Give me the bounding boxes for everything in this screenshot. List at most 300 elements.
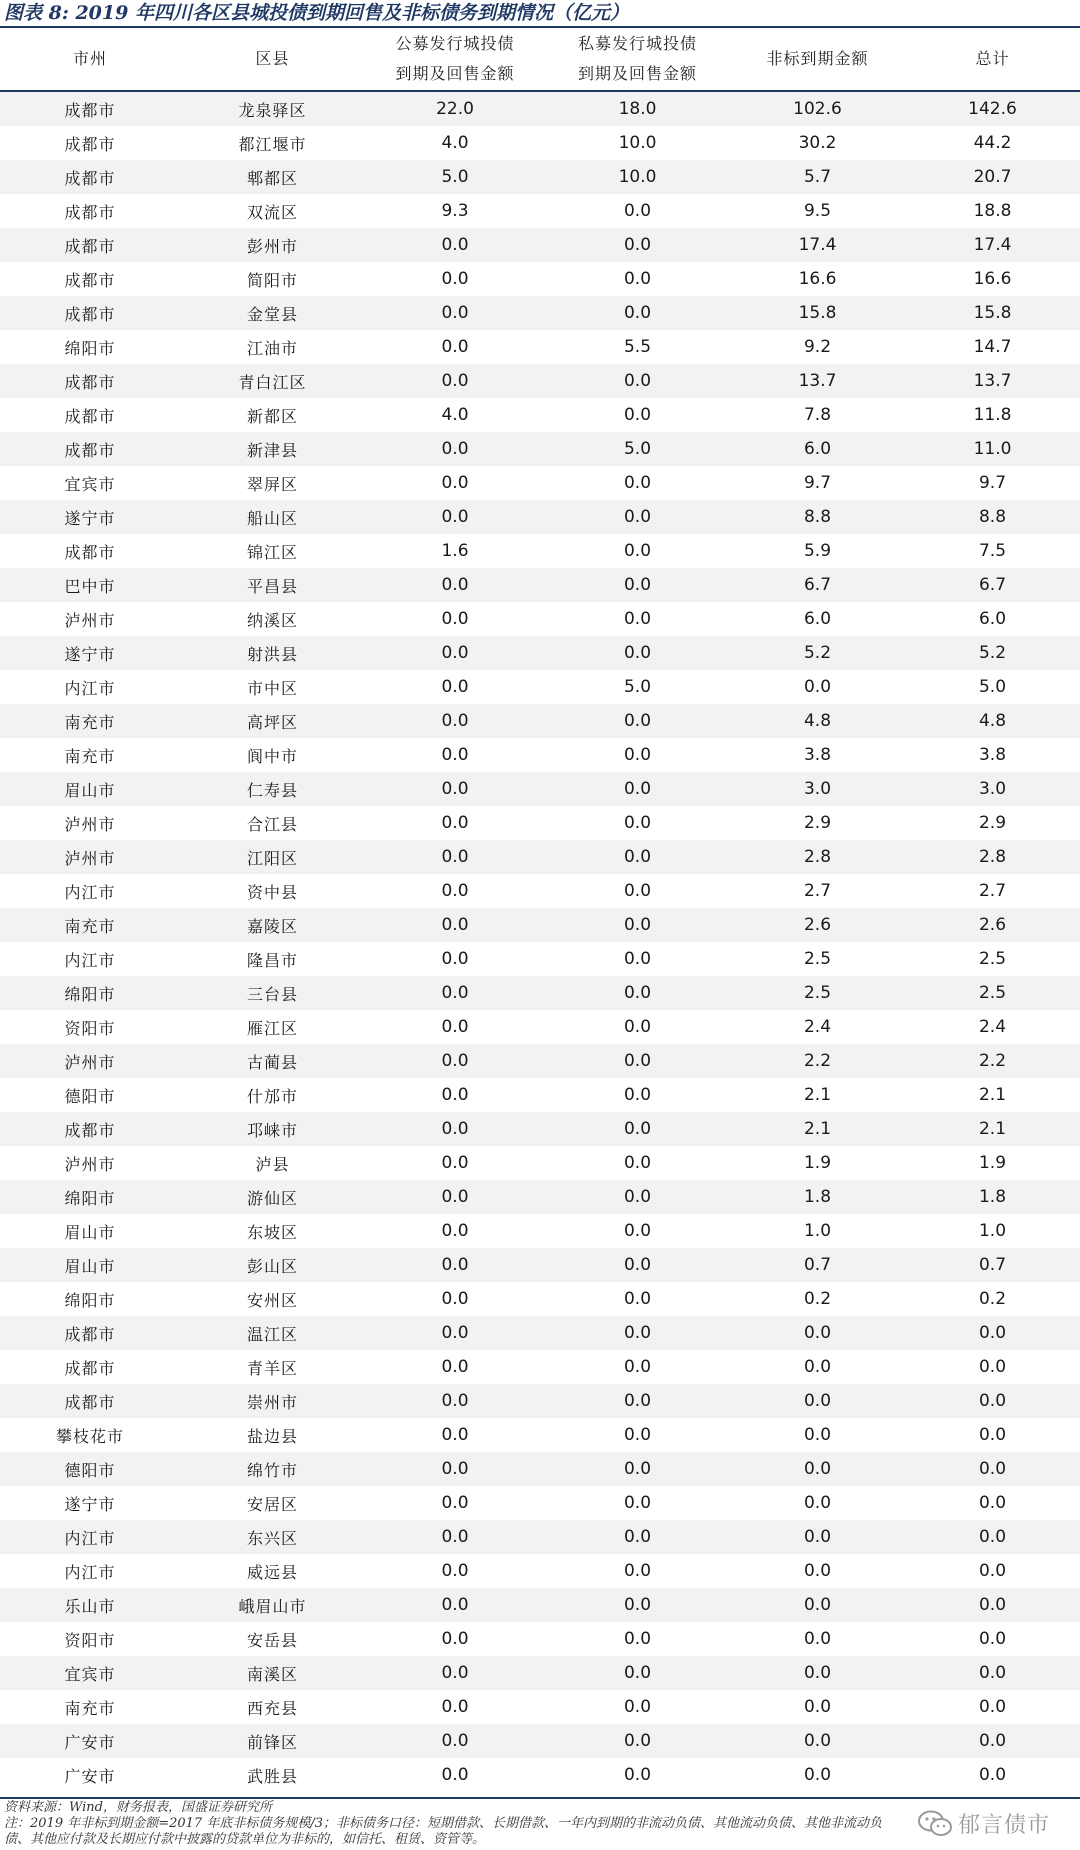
total-cell: 6.7	[905, 568, 1080, 602]
district-cell: 温江区	[180, 1316, 365, 1350]
district-cell: 龙泉驿区	[180, 91, 365, 126]
private-bond-cell: 0.0	[545, 1452, 730, 1486]
nonstandard-cell: 4.8	[730, 704, 905, 738]
nonstandard-cell: 0.0	[730, 1418, 905, 1452]
nonstandard-cell: 3.0	[730, 772, 905, 806]
total-cell: 3.0	[905, 772, 1080, 806]
city-cell: 成都市	[0, 1384, 180, 1418]
city-cell: 南充市	[0, 704, 180, 738]
table-row	[0, 1112, 1080, 1146]
private-bond-cell: 0.0	[545, 500, 730, 534]
public-bond-cell: 0.0	[365, 466, 545, 500]
city-cell: 南充市	[0, 908, 180, 942]
total-cell: 11.8	[905, 398, 1080, 432]
public-bond-cell: 0.0	[365, 1078, 545, 1112]
public-bond-cell: 0.0	[365, 670, 545, 704]
nonstandard-cell: 0.2	[730, 1282, 905, 1316]
city-cell: 成都市	[0, 364, 180, 398]
public-bond-cell: 0.0	[365, 1724, 545, 1758]
private-bond-cell: 0.0	[545, 1316, 730, 1350]
district-cell: 彭山区	[180, 1248, 365, 1282]
private-bond-cell: 0.0	[545, 1588, 730, 1622]
total-cell: 2.2	[905, 1044, 1080, 1078]
total-cell: 0.0	[905, 1622, 1080, 1656]
public-bond-cell: 0.0	[365, 602, 545, 636]
city-cell: 德阳市	[0, 1452, 180, 1486]
header-nonstandard	[730, 28, 905, 91]
private-bond-cell: 10.0	[545, 160, 730, 194]
total-cell: 2.1	[905, 1078, 1080, 1112]
table-row	[0, 602, 1080, 636]
public-bond-cell: 0.0	[365, 874, 545, 908]
total-cell: 0.0	[905, 1758, 1080, 1792]
public-bond-cell: 0.0	[365, 1622, 545, 1656]
nonstandard-cell: 9.7	[730, 466, 905, 500]
city-cell: 绵阳市	[0, 1282, 180, 1316]
public-bond-cell: 0.0	[365, 1282, 545, 1316]
nonstandard-cell: 7.8	[730, 398, 905, 432]
city-cell: 巴中市	[0, 568, 180, 602]
nonstandard-cell: 16.6	[730, 262, 905, 296]
nonstandard-cell: 8.8	[730, 500, 905, 534]
city-cell: 泸州市	[0, 1146, 180, 1180]
private-bond-cell: 0.0	[545, 1690, 730, 1724]
private-bond-cell: 0.0	[545, 364, 730, 398]
private-bond-cell: 0.0	[545, 636, 730, 670]
city-cell: 绵阳市	[0, 1180, 180, 1214]
figure-title: 图表 8: 2019 年四川各区县城投债到期回售及非标债务到期情况（亿元）	[4, 2, 629, 24]
private-bond-cell: 0.0	[545, 194, 730, 228]
private-bond-cell: 0.0	[545, 1010, 730, 1044]
watermark-text: 郁言债市	[957, 1813, 1050, 1838]
district-cell: 嘉陵区	[180, 908, 365, 942]
table-row	[0, 330, 1080, 364]
city-cell: 泸州市	[0, 602, 180, 636]
bond-maturity-table	[0, 28, 1080, 1792]
total-cell: 0.0	[905, 1384, 1080, 1418]
public-bond-cell: 0.0	[365, 636, 545, 670]
table-row	[0, 840, 1080, 874]
header-nonstandard-label: 非标到期金额	[766, 49, 869, 68]
source-note: 资料来源：Wind，财务报表，国盛证券研究所	[4, 1800, 272, 1815]
city-cell: 遂宁市	[0, 500, 180, 534]
city-cell: 南充市	[0, 1690, 180, 1724]
district-cell: 安岳县	[180, 1622, 365, 1656]
private-bond-cell: 0.0	[545, 1180, 730, 1214]
city-cell: 广安市	[0, 1724, 180, 1758]
district-cell: 郫都区	[180, 160, 365, 194]
city-cell: 成都市	[0, 160, 180, 194]
total-cell: 0.0	[905, 1656, 1080, 1690]
city-cell: 宜宾市	[0, 466, 180, 500]
private-bond-cell: 0.0	[545, 1112, 730, 1146]
nonstandard-cell: 0.0	[730, 1690, 905, 1724]
table-row	[0, 1520, 1080, 1554]
nonstandard-cell: 0.0	[730, 1520, 905, 1554]
table-row	[0, 738, 1080, 772]
total-cell: 16.6	[905, 262, 1080, 296]
nonstandard-cell: 15.8	[730, 296, 905, 330]
city-cell: 成都市	[0, 534, 180, 568]
public-bond-cell: 4.0	[365, 398, 545, 432]
public-bond-cell: 22.0	[365, 91, 545, 126]
city-cell: 成都市	[0, 398, 180, 432]
private-bond-cell: 0.0	[545, 1418, 730, 1452]
total-cell: 15.8	[905, 296, 1080, 330]
table-row	[0, 1690, 1080, 1724]
table-row	[0, 636, 1080, 670]
district-cell: 双流区	[180, 194, 365, 228]
district-cell: 什邡市	[180, 1078, 365, 1112]
public-bond-cell: 0.0	[365, 1452, 545, 1486]
district-cell: 南溪区	[180, 1656, 365, 1690]
total-cell: 5.2	[905, 636, 1080, 670]
total-cell: 20.7	[905, 160, 1080, 194]
district-cell: 青羊区	[180, 1350, 365, 1384]
city-cell: 乐山市	[0, 1588, 180, 1622]
nonstandard-cell: 0.0	[730, 1656, 905, 1690]
private-bond-cell: 0.0	[545, 1724, 730, 1758]
total-cell: 9.7	[905, 466, 1080, 500]
private-bond-cell: 0.0	[545, 1078, 730, 1112]
district-cell: 青白江区	[180, 364, 365, 398]
district-cell: 古蔺县	[180, 1044, 365, 1078]
table-row	[0, 500, 1080, 534]
total-cell: 0.0	[905, 1316, 1080, 1350]
city-cell: 成都市	[0, 262, 180, 296]
district-cell: 峨眉山市	[180, 1588, 365, 1622]
public-bond-cell: 0.0	[365, 1656, 545, 1690]
public-bond-cell: 0.0	[365, 262, 545, 296]
nonstandard-cell: 13.7	[730, 364, 905, 398]
district-cell: 绵竹市	[180, 1452, 365, 1486]
definition-note-line1: 注：2019 年非标到期金额=2017 年底非标债务规模/3；非标债务口径：短期借款、长期借款、一年内到期的非流动负债、其他流动负债、其他非流动负	[4, 1816, 882, 1831]
district-cell: 平昌县	[180, 568, 365, 602]
table-row	[0, 1044, 1080, 1078]
private-bond-cell: 0.0	[545, 806, 730, 840]
table-row	[0, 874, 1080, 908]
private-bond-cell: 0.0	[545, 1214, 730, 1248]
header-private-line2: 到期及回售金额	[577, 64, 697, 83]
private-bond-cell: 5.0	[545, 432, 730, 466]
public-bond-cell: 0.0	[365, 1486, 545, 1520]
total-cell: 0.2	[905, 1282, 1080, 1316]
table-row	[0, 1656, 1080, 1690]
nonstandard-cell: 0.0	[730, 1724, 905, 1758]
total-cell: 2.1	[905, 1112, 1080, 1146]
table-row	[0, 262, 1080, 296]
public-bond-cell: 9.3	[365, 194, 545, 228]
public-bond-cell: 0.0	[365, 942, 545, 976]
city-cell: 眉山市	[0, 772, 180, 806]
nonstandard-cell: 2.5	[730, 976, 905, 1010]
district-cell: 资中县	[180, 874, 365, 908]
city-cell: 内江市	[0, 874, 180, 908]
nonstandard-cell: 9.5	[730, 194, 905, 228]
header-public-bond	[365, 28, 545, 91]
district-cell: 崇州市	[180, 1384, 365, 1418]
total-cell: 4.8	[905, 704, 1080, 738]
public-bond-cell: 5.0	[365, 160, 545, 194]
private-bond-cell: 0.0	[545, 772, 730, 806]
private-bond-cell: 0.0	[545, 840, 730, 874]
district-cell: 东兴区	[180, 1520, 365, 1554]
city-cell: 资阳市	[0, 1622, 180, 1656]
total-cell: 17.4	[905, 228, 1080, 262]
district-cell: 江阳区	[180, 840, 365, 874]
public-bond-cell: 0.0	[365, 1588, 545, 1622]
table-row	[0, 194, 1080, 228]
public-bond-cell: 0.0	[365, 1520, 545, 1554]
nonstandard-cell: 2.9	[730, 806, 905, 840]
city-cell: 泸州市	[0, 840, 180, 874]
public-bond-cell: 0.0	[365, 228, 545, 262]
header-row	[0, 28, 1080, 91]
nonstandard-cell: 0.0	[730, 1554, 905, 1588]
private-bond-cell: 5.5	[545, 330, 730, 364]
city-cell: 宜宾市	[0, 1656, 180, 1690]
nonstandard-cell: 0.0	[730, 1316, 905, 1350]
nonstandard-cell: 0.0	[730, 1384, 905, 1418]
city-cell: 泸州市	[0, 806, 180, 840]
city-cell: 遂宁市	[0, 636, 180, 670]
private-bond-cell: 0.0	[545, 738, 730, 772]
private-bond-cell: 0.0	[545, 874, 730, 908]
total-cell: 0.0	[905, 1520, 1080, 1554]
city-cell: 德阳市	[0, 1078, 180, 1112]
city-cell: 眉山市	[0, 1248, 180, 1282]
private-bond-cell: 0.0	[545, 602, 730, 636]
header-private-line1: 私募发行城投债	[577, 34, 697, 53]
total-cell: 0.0	[905, 1554, 1080, 1588]
total-cell: 5.0	[905, 670, 1080, 704]
district-cell: 盐边县	[180, 1418, 365, 1452]
public-bond-cell: 0.0	[365, 840, 545, 874]
public-bond-cell: 0.0	[365, 1010, 545, 1044]
table-row	[0, 1622, 1080, 1656]
public-bond-cell: 0.0	[365, 1112, 545, 1146]
public-bond-cell: 0.0	[365, 806, 545, 840]
nonstandard-cell: 2.8	[730, 840, 905, 874]
city-cell: 资阳市	[0, 1010, 180, 1044]
district-cell: 都江堰市	[180, 126, 365, 160]
nonstandard-cell: 2.2	[730, 1044, 905, 1078]
district-cell: 彭州市	[180, 228, 365, 262]
public-bond-cell: 0.0	[365, 1690, 545, 1724]
private-bond-cell: 0.0	[545, 1656, 730, 1690]
table-header	[0, 28, 1080, 91]
public-bond-cell: 0.0	[365, 1044, 545, 1078]
city-cell: 成都市	[0, 296, 180, 330]
header-total-label: 总计	[975, 49, 1010, 68]
nonstandard-cell: 0.0	[730, 1758, 905, 1792]
total-cell: 0.0	[905, 1350, 1080, 1384]
district-cell: 合江县	[180, 806, 365, 840]
definition-note-line2: 债、其他应付款及长期应付款中披露的贷款单位为非标的，如信托、租赁、资管等。	[4, 1832, 486, 1847]
private-bond-cell: 0.0	[545, 534, 730, 568]
nonstandard-cell: 1.8	[730, 1180, 905, 1214]
public-bond-cell: 0.0	[365, 908, 545, 942]
total-cell: 2.4	[905, 1010, 1080, 1044]
nonstandard-cell: 5.9	[730, 534, 905, 568]
city-cell: 内江市	[0, 670, 180, 704]
table-row	[0, 806, 1080, 840]
public-bond-cell: 0.0	[365, 1248, 545, 1282]
private-bond-cell: 0.0	[545, 1554, 730, 1588]
public-bond-cell: 0.0	[365, 364, 545, 398]
district-cell: 三台县	[180, 976, 365, 1010]
city-cell: 成都市	[0, 1112, 180, 1146]
total-cell: 0.0	[905, 1452, 1080, 1486]
public-bond-cell: 0.0	[365, 1758, 545, 1792]
nonstandard-cell: 2.5	[730, 942, 905, 976]
header-district	[180, 28, 365, 91]
district-cell: 翠屏区	[180, 466, 365, 500]
nonstandard-cell: 3.8	[730, 738, 905, 772]
header-public-line2: 到期及回售金额	[395, 64, 515, 83]
public-bond-cell: 4.0	[365, 126, 545, 160]
public-bond-cell: 0.0	[365, 1384, 545, 1418]
district-cell: 高坪区	[180, 704, 365, 738]
city-cell: 内江市	[0, 1554, 180, 1588]
header-city	[0, 28, 180, 91]
nonstandard-cell: 2.6	[730, 908, 905, 942]
private-bond-cell: 0.0	[545, 976, 730, 1010]
city-cell: 成都市	[0, 1350, 180, 1384]
city-cell: 成都市	[0, 126, 180, 160]
public-bond-cell: 0.0	[365, 500, 545, 534]
public-bond-cell: 0.0	[365, 330, 545, 364]
nonstandard-cell: 2.4	[730, 1010, 905, 1044]
table-row	[0, 772, 1080, 806]
city-cell: 眉山市	[0, 1214, 180, 1248]
nonstandard-cell: 0.0	[730, 1486, 905, 1520]
city-cell: 内江市	[0, 1520, 180, 1554]
private-bond-cell: 0.0	[545, 1350, 730, 1384]
total-cell: 0.0	[905, 1418, 1080, 1452]
nonstandard-cell: 102.6	[730, 91, 905, 126]
total-cell: 7.5	[905, 534, 1080, 568]
city-cell: 成都市	[0, 91, 180, 126]
total-cell: 2.5	[905, 942, 1080, 976]
total-cell: 44.2	[905, 126, 1080, 160]
table-row	[0, 1588, 1080, 1622]
private-bond-cell: 0.0	[545, 908, 730, 942]
city-cell: 广安市	[0, 1758, 180, 1792]
table-row	[0, 1010, 1080, 1044]
table-row	[0, 670, 1080, 704]
district-cell: 新津县	[180, 432, 365, 466]
total-cell: 11.0	[905, 432, 1080, 466]
table-row	[0, 228, 1080, 262]
district-cell: 威远县	[180, 1554, 365, 1588]
district-cell: 雁江区	[180, 1010, 365, 1044]
private-bond-cell: 0.0	[545, 1486, 730, 1520]
wechat-icon	[918, 1810, 952, 1838]
table-row	[0, 1452, 1080, 1486]
table-row	[0, 126, 1080, 160]
private-bond-cell: 0.0	[545, 942, 730, 976]
city-cell: 内江市	[0, 942, 180, 976]
total-cell: 13.7	[905, 364, 1080, 398]
table-row	[0, 398, 1080, 432]
public-bond-cell: 0.0	[365, 976, 545, 1010]
table-row	[0, 160, 1080, 194]
district-cell: 市中区	[180, 670, 365, 704]
private-bond-cell: 0.0	[545, 1248, 730, 1282]
nonstandard-cell: 5.7	[730, 160, 905, 194]
public-bond-cell: 0.0	[365, 1418, 545, 1452]
public-bond-cell: 0.0	[365, 568, 545, 602]
table-row	[0, 1758, 1080, 1792]
table-row	[0, 1418, 1080, 1452]
public-bond-cell: 0.0	[365, 1350, 545, 1384]
total-cell: 6.0	[905, 602, 1080, 636]
public-bond-cell: 0.0	[365, 432, 545, 466]
private-bond-cell: 0.0	[545, 1044, 730, 1078]
total-cell: 1.0	[905, 1214, 1080, 1248]
private-bond-cell: 5.0	[545, 670, 730, 704]
total-cell: 2.7	[905, 874, 1080, 908]
private-bond-cell: 0.0	[545, 466, 730, 500]
nonstandard-cell: 5.2	[730, 636, 905, 670]
district-cell: 锦江区	[180, 534, 365, 568]
public-bond-cell: 0.0	[365, 296, 545, 330]
total-cell: 18.8	[905, 194, 1080, 228]
total-cell: 142.6	[905, 91, 1080, 126]
nonstandard-cell: 6.7	[730, 568, 905, 602]
private-bond-cell: 0.0	[545, 398, 730, 432]
district-cell: 东坡区	[180, 1214, 365, 1248]
total-cell: 0.0	[905, 1690, 1080, 1724]
nonstandard-cell: 0.7	[730, 1248, 905, 1282]
nonstandard-cell: 6.0	[730, 432, 905, 466]
total-cell: 0.0	[905, 1724, 1080, 1758]
watermark	[914, 1808, 1054, 1839]
header-district-label: 区县	[255, 49, 290, 68]
total-cell: 1.9	[905, 1146, 1080, 1180]
total-cell: 14.7	[905, 330, 1080, 364]
table-row	[0, 466, 1080, 500]
nonstandard-cell: 2.1	[730, 1078, 905, 1112]
table-row	[0, 976, 1080, 1010]
district-cell: 安州区	[180, 1282, 365, 1316]
public-bond-cell: 0.0	[365, 704, 545, 738]
district-cell: 江油市	[180, 330, 365, 364]
city-cell: 遂宁市	[0, 1486, 180, 1520]
district-cell: 纳溪区	[180, 602, 365, 636]
table-row	[0, 1078, 1080, 1112]
header-public-line1: 公募发行城投债	[395, 34, 515, 53]
private-bond-cell: 10.0	[545, 126, 730, 160]
header-private-bond	[545, 28, 730, 91]
district-cell: 武胜县	[180, 1758, 365, 1792]
table-row	[0, 704, 1080, 738]
total-cell: 3.8	[905, 738, 1080, 772]
district-cell: 阆中市	[180, 738, 365, 772]
table-row	[0, 1724, 1080, 1758]
table-row	[0, 1180, 1080, 1214]
nonstandard-cell: 6.0	[730, 602, 905, 636]
private-bond-cell: 0.0	[545, 262, 730, 296]
private-bond-cell: 0.0	[545, 228, 730, 262]
total-cell: 0.0	[905, 1588, 1080, 1622]
table-row	[0, 1350, 1080, 1384]
private-bond-cell: 0.0	[545, 1146, 730, 1180]
nonstandard-cell: 17.4	[730, 228, 905, 262]
table-row	[0, 296, 1080, 330]
nonstandard-cell: 30.2	[730, 126, 905, 160]
